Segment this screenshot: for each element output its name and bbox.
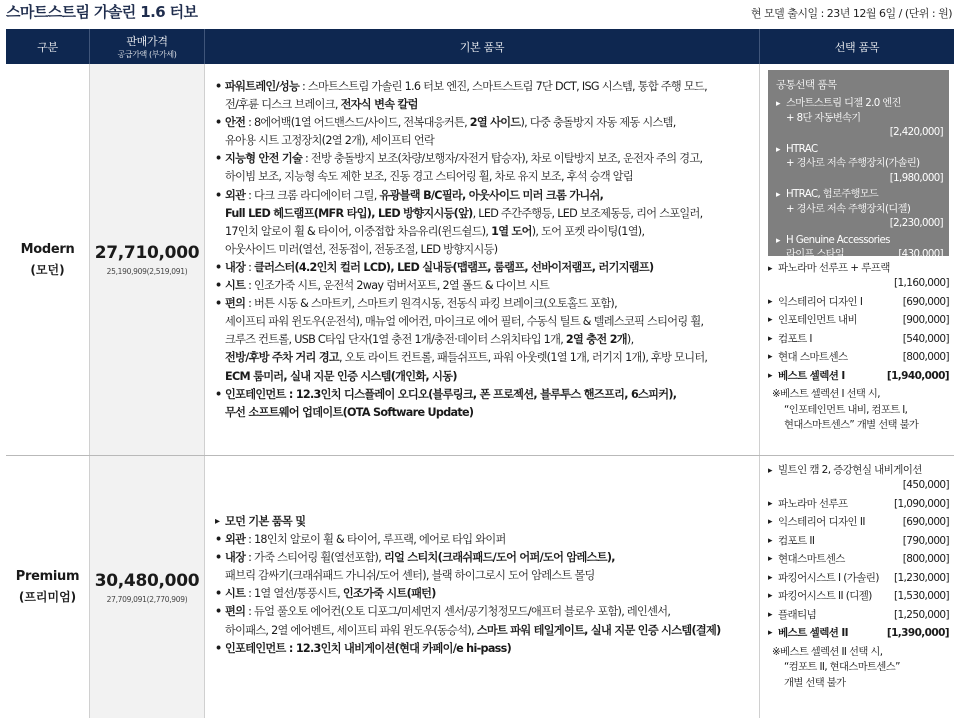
option-item (768, 463, 949, 493)
basic-item-highlight: 전자식 변속 칼럼 (340, 98, 418, 112)
option-name: ▸ 익스테리어 디자인 I (768, 295, 862, 310)
basic-item-text: : 12.3인치 디스플레이 오디오(블루링크, 폰 프로젝션, 블루투스 핸즈프리, 6스피커), (285, 387, 677, 401)
option-item (768, 515, 949, 530)
common-option-item (776, 188, 943, 232)
option-item (768, 332, 949, 347)
basic-item-text: , LED 주간주행등, LED 보조제동등, 리어 스포일러, (472, 206, 703, 220)
common-options-box (768, 70, 949, 260)
basic-item-text: : 다크 크롬 라디에이터 그릴, (245, 188, 380, 202)
header-option (760, 29, 954, 64)
page-title: 스마트스트림 가솔린 1.6 터보 (6, 3, 198, 21)
basic-item-label: 지능형 안전 기술 (225, 152, 303, 166)
option-price: [800,000] (902, 553, 949, 565)
trim-cell (6, 64, 90, 455)
basic-item-text: 17인치 알로이 휠 & 타이어, 이중접합 차음유리(윈드쉴드), (225, 224, 492, 238)
basic-item (215, 259, 755, 277)
basic-item (215, 386, 755, 422)
price: 30,480,000 (94, 570, 200, 591)
basic-item-text: 유광블랙 B/C필라, 아웃사이드 미러 크롬 가니쉬, (379, 188, 604, 202)
header-price-label: 판매가격 (126, 35, 168, 48)
trim-row-modern (6, 64, 954, 456)
table-header (6, 29, 954, 64)
option-cell (760, 64, 954, 455)
option-price: [1,530,000] (893, 590, 949, 602)
option-note-line: ※베스트 셀렉션 II 선택 시, (772, 645, 883, 658)
basic-items-list (215, 513, 755, 658)
option-price: [540,000] (902, 332, 949, 345)
basic-item-label: 파워트레인/성능 (225, 80, 300, 93)
basic-item-label: 내장 (225, 260, 246, 274)
basic-item-text: 인조가죽 시트(패턴) (342, 587, 436, 601)
option-name: ▸ 베스트 셀렉션 II (768, 626, 848, 641)
basic-items-cell (205, 64, 760, 455)
price: 27,710,000 (94, 243, 200, 263)
common-option-name: ▸ 스마트스트림 디젤 2.0 엔진 (776, 97, 943, 112)
basic-item-text: 전/후륜 디스크 브레이크, (225, 98, 341, 112)
basic-head-label: 모던 기본 품목 및 (225, 515, 306, 528)
option-item (768, 497, 949, 512)
basic-item (215, 295, 755, 385)
basic-item-text: 2열 충전 2개 (565, 333, 627, 347)
option-price: [1,390,000] (886, 627, 949, 639)
basic-item-label: 시트 (225, 279, 246, 293)
basic-item (215, 150, 755, 186)
option-price: [1,160,000] (893, 277, 949, 289)
option-item (768, 552, 949, 567)
basic-items-list (215, 78, 755, 422)
common-option-detail (776, 157, 943, 172)
option-name: ▸ 파킹어시스트 I (가솔린) (768, 571, 879, 586)
basic-item (215, 78, 755, 114)
price-cell (90, 456, 205, 718)
option-price: [1,090,000] (893, 497, 949, 510)
option-name: ▸ 파노라마 선루프 + 루프랙 (768, 262, 890, 274)
option-name: ▸ 베스트 셀렉션 I (768, 369, 845, 384)
basic-item-text: 하이빔 보조, 지능형 속도 제한 보조, 진동 경고 스티어링 휠, 차로 유지 보조, 후석 승객 알림 (225, 170, 634, 184)
basic-item-text: : 전방 충돌방지 보조(차량/보행자/자전거 탑승자), 차로 이탈방지 보조, 운전자 주의 경고, (302, 152, 703, 166)
basic-item-text: : 버튼 시동 & 스마트키, 스마트키 원격시동, 전동식 파킹 브레이크(오토홀드 포함), (245, 297, 617, 311)
basic-item-text: Full LED 헤드램프(MFR 타입), LED 방향지시등(앞) (225, 206, 473, 220)
price-cell (90, 64, 205, 455)
basic-item-text: ), 다중 충돌방지 자동 제동 시스템, (520, 116, 676, 130)
option-item (768, 571, 949, 586)
option-price: [690,000] (902, 516, 949, 528)
option-price: [900,000] (902, 314, 949, 326)
option-name: ▸ 파킹어시스트 II (디젤) (768, 589, 872, 604)
option-name: ▸ 현대 스마트센스 (768, 350, 848, 365)
header-basic (205, 29, 760, 64)
basic-item-text: : 18인치 알로이 휠 & 타이어, 루프랙, 에어로 타입 와이퍼 (245, 533, 506, 547)
options-list (768, 261, 949, 434)
options-list (768, 463, 949, 691)
option-item (768, 313, 949, 328)
basic-item (215, 640, 755, 658)
common-option-name: ▸ HTRAC, 험로주행모드 (776, 188, 943, 203)
option-price: [1,940,000] (886, 369, 949, 382)
option-note-line: “컴포트 II, 현대스마트센스” (784, 661, 900, 673)
basic-item (215, 277, 755, 295)
common-option-detail-text: + 경사로 저속 주행장치(디젤) (786, 203, 911, 215)
basic-head (215, 513, 755, 531)
basic-item-text: : 1열 열선/통풍시트, (245, 587, 343, 601)
price-sub: 25,190,909(2,519,091) (106, 267, 188, 276)
trim-name: Premium (15, 569, 80, 584)
basic-item-label: 시트 (225, 587, 246, 601)
basic-item-text: ), (626, 333, 634, 347)
basic-item-text: : 가죽 스티어링 휠(열선포함), (245, 551, 384, 565)
common-option-detail (776, 112, 943, 127)
basic-item-text: 무선 소프트웨어 업데이트(OTA Software Update) (225, 405, 474, 419)
basic-item-text: 크루즈 컨트롤, USB C타입 단자(1열 충전 1개/충전·데이터 스위치타입 1개, (225, 333, 566, 347)
option-name: ▸ 플래티넘 (768, 608, 816, 623)
basic-item-text: 유아용 시트 고정장치(2열 2개), 세이프티 언락 (225, 134, 435, 148)
price-sub: 27,709,091(2,770,909) (106, 594, 188, 604)
option-item (768, 295, 949, 310)
option-item (768, 534, 949, 549)
basic-item-text: : 스마트스트림 가솔린 1.6 터보 엔진, 스마트스트림 7단 DCT, ISG 시스템, 통합 주행 모드, (299, 80, 707, 93)
basic-item-label: 내장 (225, 551, 246, 565)
header-price-sub: 공급가액 (부가세) (117, 50, 177, 59)
option-item (768, 261, 949, 291)
basic-item-text: 2열 사이드 (469, 116, 521, 130)
common-option-price: [2,420,000] (889, 127, 943, 138)
basic-item-text: 리얼 스티치(크래쉬패드/도어 어퍼/도어 암레스트), (383, 551, 615, 565)
common-option-price: [430,000] (898, 249, 943, 260)
option-price: [450,000] (902, 479, 949, 491)
common-option-item (776, 143, 943, 187)
basic-item (215, 187, 755, 259)
option-name: ▸ 컴포트 I (768, 332, 812, 347)
option-name: ▸ 현대스마트센스 (768, 552, 845, 567)
common-option-price: [1,980,000] (889, 172, 943, 184)
basic-item-text: ), 도어 포켓 라이팅(1열), (531, 224, 645, 238)
common-option-detail-text: + 8단 자동변속기 (786, 112, 861, 124)
common-option-item (776, 97, 943, 141)
common-option-item (776, 234, 943, 263)
basic-item-text: , 오토 라이트 컨트롤, 패들쉬프트, 파워 아웃렛(1열 1개, 러기지 1개), 후방 모니터, (339, 351, 708, 365)
common-option-price: [2,230,000] (889, 218, 943, 229)
header-price (90, 29, 205, 64)
basic-item (215, 531, 755, 549)
header-trim (6, 29, 90, 64)
common-option-name: ▸ HTRAC (776, 143, 943, 158)
header-basic-label: 기본 품목 (459, 40, 505, 54)
option-name: ▸ 파노라마 선루프 (768, 497, 848, 512)
common-option-detail-text: 라이프 스타일 (786, 249, 845, 260)
basic-item (215, 549, 755, 585)
common-options-title: 공통선택 품목 (776, 79, 837, 91)
option-item (768, 589, 949, 604)
option-price: [690,000] (902, 295, 949, 308)
basic-item-text: 클러스터(4.2인치 컬러 LCD), LED 실내등(맵램프, 룸램프, 선바이저램프, 러기지램프) (254, 260, 654, 274)
option-name: ▸ 익스테리어 디자인 II (768, 515, 865, 530)
trim-name-ko: (모던) (30, 262, 65, 277)
header-option-label: 선택 품목 (834, 40, 880, 54)
trim-row-premium (6, 456, 954, 718)
basic-item (215, 114, 755, 150)
option-note-line: ※베스트 셀렉션 I 선택 시, (772, 388, 880, 400)
option-item (768, 369, 949, 384)
option-price: [1,230,000] (893, 571, 949, 584)
option-item (768, 626, 949, 641)
basic-item-text: : (245, 260, 255, 274)
trim-name-ko: (프리미엄) (18, 590, 77, 604)
basic-item-text: 아웃사이드 미러(열선, 전동접이, 전동조절, LED 방향지시등) (225, 242, 498, 256)
basic-item (215, 603, 755, 639)
common-option-detail (776, 203, 943, 218)
common-option-detail-text: + 경사로 저속 주행장치(가솔린) (786, 158, 920, 169)
basic-item-text: 패브릭 감싸기(크래쉬패드 가니쉬/도어 센터), 블랙 하이그로시 도어 암레스트 몰딩 (225, 569, 595, 583)
basic-item-text: ECM 룸미러, 실내 지문 인증 시스템(개인화, 시동) (225, 369, 457, 383)
basic-item-label: 인포테인먼트 (225, 641, 286, 655)
option-note-line: 개별 선택 불가 (784, 676, 846, 689)
trim-name: Modern (20, 241, 75, 257)
basic-item-text: : 12.3인치 내비게이션(현대 카페이/e hi-pass) (285, 641, 512, 655)
option-note (768, 645, 949, 692)
basic-item-text: 전방/후방 주차 거리 경고 (225, 351, 340, 365)
basic-item (215, 585, 755, 603)
basic-item-label: 안전 (225, 116, 246, 130)
option-item (768, 608, 949, 623)
header-trim-label: 구분 (37, 40, 58, 54)
option-price: [790,000] (902, 534, 949, 547)
basic-item-label: 외관 (225, 188, 246, 202)
option-note-line: “인포테인먼트 내비, 컴포트 I, (784, 403, 908, 416)
option-note (768, 387, 949, 434)
option-name: ▸ 빌트인 캠 2, 증강현실 내비게이션 (768, 464, 922, 476)
basic-item-text: 하이패스, 2열 에어벤트, 세이프티 파워 윈도우(동승석), (225, 623, 477, 637)
option-name: ▸ 컴포트 II (768, 534, 814, 549)
option-price: [800,000] (902, 351, 949, 363)
common-option-name: ▸ H Genuine Accessories (776, 234, 943, 249)
basic-item-label: 편의 (225, 605, 246, 619)
trim-cell (6, 456, 90, 718)
basic-item-text: 1열 도어 (491, 224, 532, 238)
option-price: [1,250,000] (893, 608, 949, 621)
common-options-list (776, 97, 943, 263)
basic-item-text: 세이프티 파워 윈도우(운전석), 매뉴얼 에어컨, 마이크로 에어 필터, 수동식 틸트 & 텔레스코픽 스티어링 휠, (225, 315, 704, 329)
basic-item-label: 외관 (225, 533, 246, 547)
basic-item-text: : 듀얼 풀오토 에어컨(오토 디포그/미세먼지 센서/공기청정모드/애프터 블로우 포함), 레인센서, (245, 605, 671, 619)
option-item (768, 350, 949, 365)
option-note-line: 현대스마트센스” 개별 선택 불가 (784, 419, 919, 431)
basic-item-label: 편의 (225, 297, 246, 311)
basic-item-text: : 8에어백(1열 어드밴스드/사이드, 전복대응커튼, (245, 116, 470, 130)
basic-item-text: 스마트 파워 테일게이트, 실내 지문 인증 시스템(결제) (476, 623, 721, 637)
option-name: ▸ 인포테인먼트 내비 (768, 313, 857, 328)
basic-item-text: : 인조가죽 시트, 운전석 2way 럼버서포트, 2열 폴드 & 다이브 시트 (245, 279, 550, 293)
release-info: 현 모델 출시일 : 23년 12월 6일 / (단위 : 원) (750, 7, 952, 20)
basic-items-cell (205, 456, 760, 718)
option-cell (760, 456, 954, 718)
basic-item-label: 인포테인먼트 (225, 387, 286, 401)
